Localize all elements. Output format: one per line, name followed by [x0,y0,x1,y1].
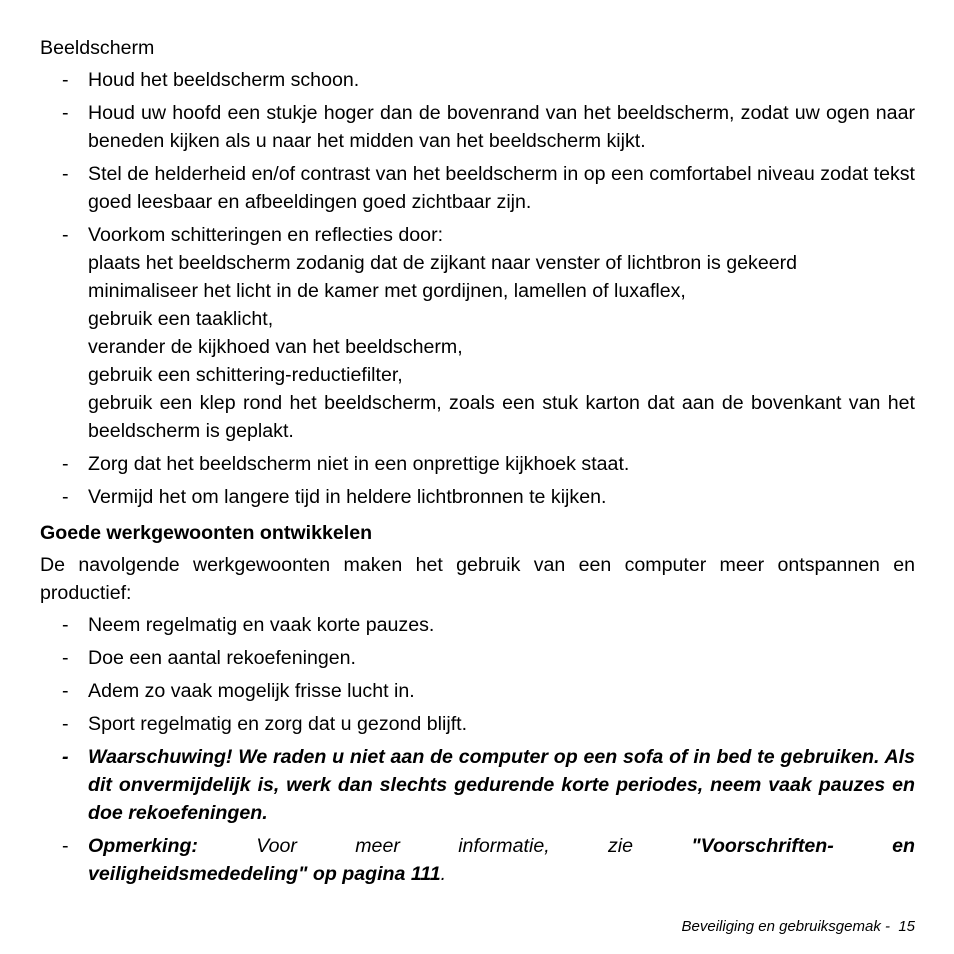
list-item-text: Houd het beeldscherm schoon. [88,69,360,91]
glare-line: minimaliseer het licht in de kamer met gordijnen, lamellen of luxaflex, [88,280,686,302]
list-item-glare [40,221,915,445]
note-word: meer [355,835,400,857]
list-dash: - [62,224,69,246]
list-dash: - [62,713,69,735]
note-link-part1-end[interactable]: en [892,835,915,857]
list-item-text: Zorg dat het beeldscherm niet in een onprettige kijkhoek staat. [88,453,630,475]
list-item [40,644,915,672]
list-item [40,160,915,216]
list-item-text: Neem regelmatig en vaak korte pauzes. [88,614,435,636]
section-title-beeldscherm: Beeldscherm [40,37,155,59]
list-item [40,66,915,94]
list-item-text: Stel de helderheid en/of contrast van het beeldscherm in op een comfortabel niveau zodat tekst goed leesbaar en afbeeldingen goed zichtbaar zijn. [88,163,915,213]
list-dash: - [62,69,69,91]
list-item-text: Doe een aantal rekoefeningen. [88,647,356,669]
glare-line: plaats het beeldscherm zodanig dat de zijkant naar venster of lichtbron is gekeerd [88,252,798,274]
note-word: zie [607,835,634,857]
list-item [40,611,915,639]
list-dash: - [62,835,69,857]
note-line-2 [88,860,915,888]
note-link-part1[interactable]: "Voorschriften- [691,835,834,857]
warning-item [40,743,915,827]
list-dash: - [62,647,69,669]
list-item [40,99,915,155]
list-dash: - [62,486,69,508]
glare-line: gebruik een klep rond het beeldscherm, zoals een stuk karton dat aan de bovenkant van het beeldscherm is geplakt. [88,392,915,442]
note-label: Opmerking: [88,835,198,857]
glare-line: gebruik een taaklicht, [88,308,274,330]
page-footer: Beveiliging en gebruiksgemak - 15 [681,918,915,935]
list-dash: - [62,102,69,124]
list-item-text: Sport regelmatig en zorg dat u gezond blijft. [88,713,468,735]
note-line-1 [88,832,915,860]
list-item [40,677,915,705]
note-link-part2[interactable]: veiligheidsmededeling" op pagina 111 [88,863,441,885]
note-word: informatie, [458,835,550,857]
list-item [40,483,915,511]
glare-line: verander de kijkhoed van het beeldscherm, [88,336,463,358]
note-word: Voor [256,835,297,857]
glare-intro: Voorkom schitteringen en reflecties door: [88,224,444,246]
list-dash: - [62,163,69,185]
note-trailing: . [440,863,447,885]
list-dash: - [62,614,69,636]
list-item-text: Vermijd het om langere tijd in heldere lichtbronnen te kijken. [88,486,607,508]
note-item [40,832,915,888]
section-intro: De navolgende werkgewoonten maken het gebruik van een computer meer ontspannen en productief: [40,554,915,604]
list-item-text: Houd uw hoofd een stukje hoger dan de bovenrand van het beeldscherm, zodat uw ogen naar beneden kijken als u naar het midden van het beeldscherm kijkt. [88,102,915,152]
warning-text: Waarschuwing! We raden u niet aan de computer op een sofa of in bed te gebruiken. Als dit onvermijdelijk is, werk dan slechts gedurende korte periodes, neem vaak pauzes en doe rekoefeningen. [88,746,915,824]
list-dash: - [62,746,69,768]
list-dash: - [62,453,69,475]
section-title-werkgewoonten: Goede werkgewoonten ontwikkelen [40,522,373,544]
list-item-text: Adem zo vaak mogelijk frisse lucht in. [88,680,415,702]
list-item [40,710,915,738]
list-dash: - [62,680,69,702]
glare-line: gebruik een schittering-reductiefilter, [88,364,403,386]
document-page [40,34,915,893]
list-item [40,450,915,478]
